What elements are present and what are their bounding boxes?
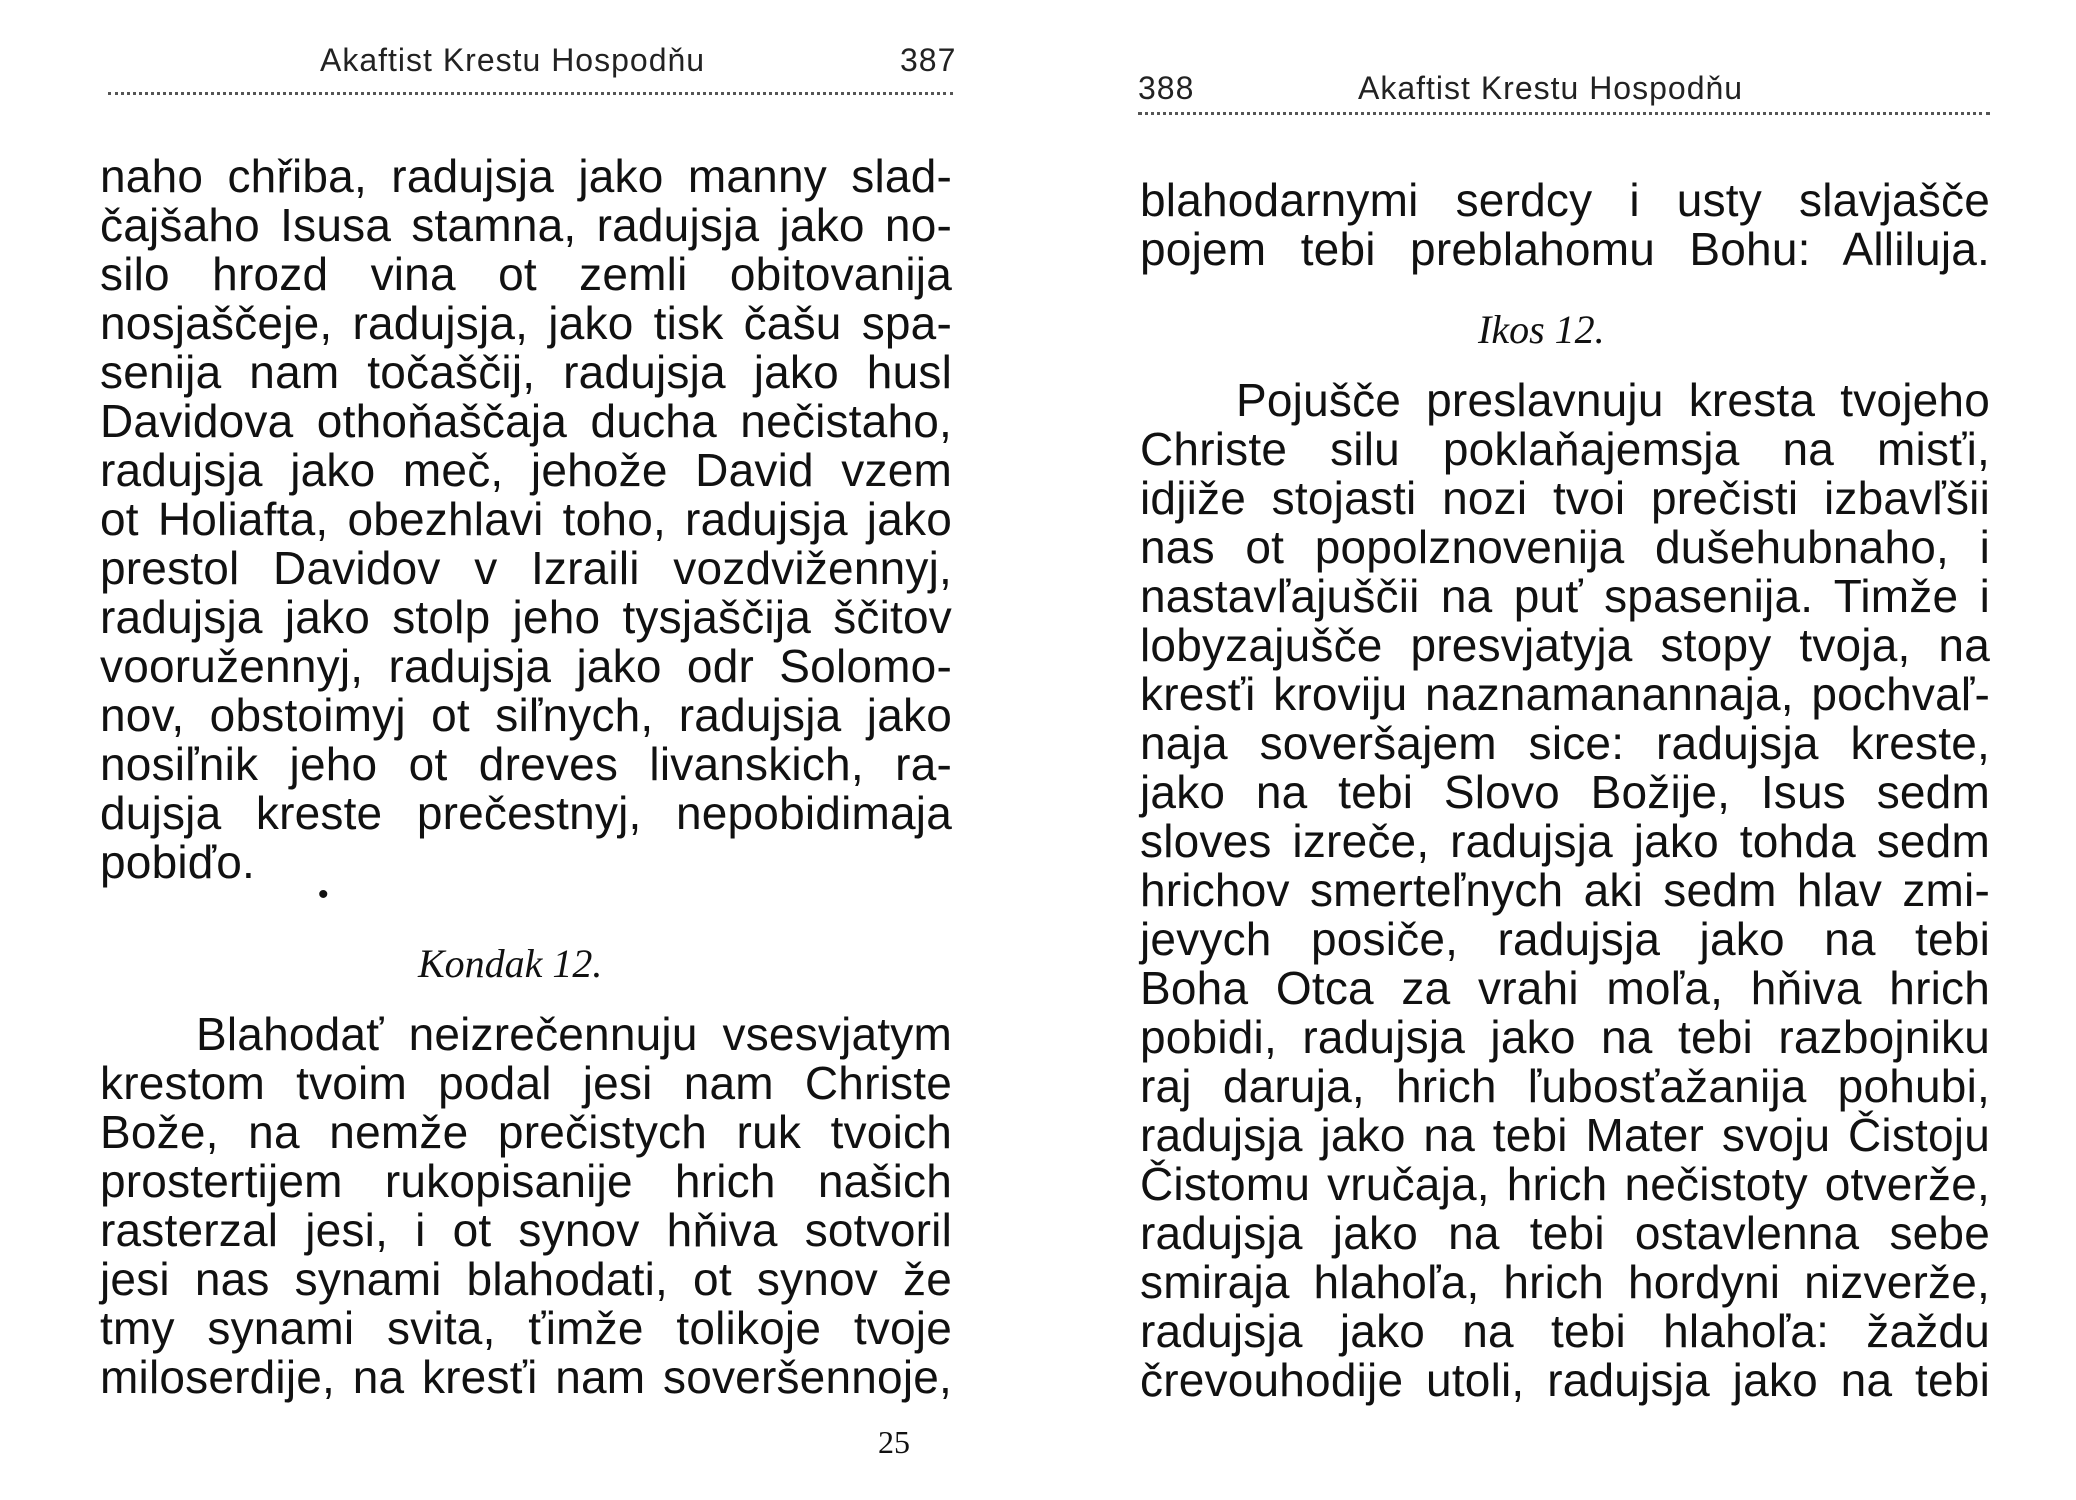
text-line: prostertijem rukopisanije hrich našich — [100, 1155, 952, 1207]
text-line: Christe silu poklaňajemsja na misťi, — [1140, 423, 1990, 475]
text-line: hrichov smerteľnych aki sedm hlav zmi- — [1140, 864, 1990, 916]
text-line: radujsja jako stolp jeho tysjaščija ščitov — [100, 591, 952, 643]
right-header-rule — [1138, 112, 1990, 115]
text-line: nosjaščeje, radujsja, jako tisk čašu spa- — [100, 297, 952, 349]
text-line: Boha Otca za vrahi moľa, hňiva hrich — [1140, 962, 1990, 1014]
right-paragraph-2 — [1140, 376, 1990, 1405]
text-line: tmy synami svita, ťimže tolikoje tvoje — [100, 1302, 952, 1354]
text-line: lobyzajušče presvjatyja stopy tvoja, na — [1140, 619, 1990, 671]
right-running-title: Akaftist Krestu Hospodňu — [1358, 70, 1744, 106]
text-line: Blahodať neizrečennuju vsesvjatym — [196, 1008, 952, 1060]
text-line: čajšaho Isusa stamna, radujsja jako no- — [100, 199, 952, 251]
left-paragraph-1 — [100, 152, 952, 887]
text-line: miloserdije, na kresťi nam soveršennoje, — [100, 1351, 952, 1403]
left-header-rule — [108, 92, 953, 95]
text-line: nas ot popolznovenija dušehubnaho, i — [1140, 521, 1990, 573]
text-line: blahodarnymi serdcy i usty slavjašče — [1140, 174, 1990, 226]
text-line: radujsja jako na tebi hlahoľa: žaždu — [1140, 1305, 1990, 1357]
right-page-number: 388 — [1138, 70, 1195, 106]
text-line: jevych posiče, radujsja jako na tebi — [1140, 913, 1990, 965]
text-line: silo hrozd vina ot zemli obitovanija — [100, 248, 952, 300]
text-line: Bože, na nemže prečistych ruk tvoich — [100, 1106, 952, 1158]
text-line: vooružennyj, radujsja jako odr Solomo- — [100, 640, 952, 692]
text-line: rasterzal jesi, i ot synov hňiva sotvoril — [100, 1204, 952, 1256]
text-line: naho chřiba, radujsja jako manny slad- — [100, 150, 952, 202]
text-line: Pojušče preslavnuju kresta tvojeho — [1236, 374, 1990, 426]
text-line: pobidi, radujsja jako na tebi razbojniku — [1140, 1011, 1990, 1063]
text-line: pobiďo. — [100, 836, 256, 888]
text-line: črevouhodije utoli, radujsja jako na tebi — [1140, 1354, 1990, 1406]
text-line: kresťi kroviju naznamanannaja, pochvaľ- — [1140, 668, 1990, 720]
right-page — [1038, 0, 2076, 1500]
text-line: radujsja jako meč, jehože David vzem — [100, 444, 952, 496]
text-line: radujsja jako na tebi ostavlenna sebe — [1140, 1207, 1990, 1259]
text-line: jesi nas synami blahodati, ot synov že — [100, 1253, 952, 1305]
text-line: nov, obstoimyj ot siľnych, radujsja jako — [100, 689, 952, 741]
right-section-heading: Ikos 12. — [1478, 307, 1605, 352]
text-line: dujsja kreste prečestnyj, nepobidimaja — [100, 787, 952, 839]
text-line: ot Holiafta, obezhlavi toho, radujsja jako — [100, 493, 952, 545]
text-line: nastavľajuščii na puť spasenija. Timže i — [1140, 570, 1990, 622]
text-line: senija nam točaščij, radujsja jako husl — [100, 346, 952, 398]
text-line: prestol Davidov v Izraili vozdvižennyj, — [100, 542, 952, 594]
left-page-number: 387 — [900, 42, 957, 78]
stray-dot-mark: • — [318, 878, 329, 911]
text-line: radujsja jako na tebi Mater svoju Čistoju — [1140, 1109, 1990, 1161]
text-line: pojem tebi preblahomu Bohu: Alliluja. — [1140, 223, 1990, 275]
left-running-title: Akaftist Krestu Hospodňu — [320, 42, 706, 78]
text-line: nosiľnik jeho ot dreves livanskich, ra- — [100, 738, 952, 790]
text-line: raj daruja, hrich ľubosťažanija pohubi, — [1140, 1060, 1990, 1112]
text-line: smiraja hlahoľa, hrich hordyni nizverže, — [1140, 1256, 1990, 1308]
text-line: idjiže stojasti nozi tvoi prečisti izbavľšii — [1140, 472, 1990, 524]
left-section-heading: Kondak 12. — [418, 941, 603, 986]
text-line: Davidova othoňaščaja ducha nečistaho, — [100, 395, 952, 447]
left-paragraph-2 — [100, 1010, 952, 1402]
text-line: jako na tebi Slovo Božije, Isus sedm — [1140, 766, 1990, 818]
text-line: naja soveršajem sice: radujsja kreste, — [1140, 717, 1990, 769]
text-line: sloves izreče, radujsja jako tohda sedm — [1140, 815, 1990, 867]
text-line: krestom tvoim podal jesi nam Christe — [100, 1057, 952, 1109]
right-paragraph-1 — [1140, 176, 1990, 274]
printer-signature-mark: 25 — [878, 1424, 910, 1460]
text-line: Čistomu vručaja, hrich nečistoty otverže, — [1140, 1158, 1990, 1210]
